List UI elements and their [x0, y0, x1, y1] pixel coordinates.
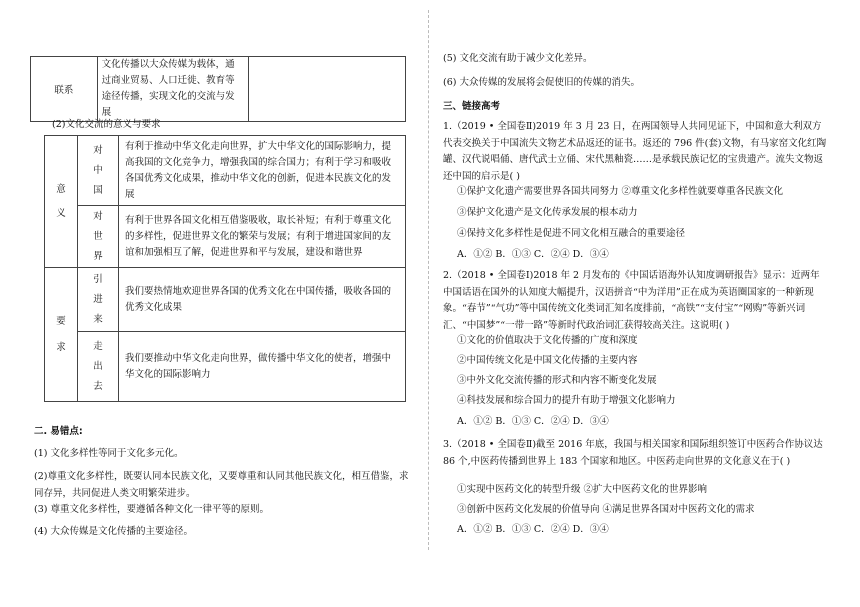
section2-item-1: (1) 文化多样性等同于文化多元化。 [34, 448, 184, 459]
q1-option-2: ③保护文化遗产是文化传承发展的根本动力 [457, 207, 638, 218]
meaning-china-text: 有利于推动中华文化走向世界，扩大中华文化的国际影响力，提高我国的文化竞争力，增强我国的综合国力；有利于学习和吸收各国优秀文化成果，推动中华文化的创新，促进本民族文化的发展 [119, 136, 406, 206]
subheading: (2)文化交流的意义与要求 [52, 119, 161, 130]
meaning-world-text: 有利于世界各国文化相互借鉴吸收，取长补短；有利于尊重文化的多样性，促进世界文化的繁荣与发展；有利于增进国家间的友谊和加强相互了解，促进世界和平与发展，建设和谐世界 [119, 206, 406, 268]
q3-answers: A．①② B．①③ C．②④ D．③④ [457, 524, 609, 535]
section2-title: 二. 易错点: [34, 426, 83, 437]
sub-label-china: 对中国 [78, 136, 119, 206]
sub-label-world: 对世界 [78, 206, 119, 268]
q2-option-4: ④科技发展和综合国力的提升有助于增强文化影响力 [457, 395, 676, 406]
q3-stem: 3.（2018 • 全国卷Ⅱ)截至 2016 年底，我国与相关国家和国际组织签订中医药合作协议达 86 个,中医药传播到世界上 183 个国家和地区。中医药走向世界的文化意义在于( ) [443, 439, 823, 467]
empty-cell [248, 57, 405, 122]
q2-option-2: ②中国传统文化是中国文化传播的主要内容 [457, 355, 638, 366]
q2-answers: A．①② B．①③ C．②④ D．③④ [457, 416, 609, 427]
q2-stem: 2.（2018 • 全国卷Ⅰ)2018 年 2 月发布的《中国话语海外认知度调研报告》显示：近两年中国话语在国外的认知度大幅提升，汉语拼音“中为洋用”正在成为英语圈国家的一种新现象。“春节”“气功”等中国传统文化类词汇知名度排前，“高铁”“支付宝”“网购”等新兴词汇、“中国梦”“一带一路”等新时代政治词汇获得较高关注。这说明( ) [443, 270, 820, 331]
requirement-bring-in-text: 我们要热情地欢迎世界各国的优秀文化在中国传播，吸收各国的优秀文化成果 [119, 268, 406, 332]
right-item-6: (6) 大众传媒的发展将会促使旧的传媒的消失。 [443, 77, 640, 88]
q1-stem: 1.（2019 • 全国卷Ⅱ)2019 年 3 月 23 日，在两国领导人共同见证下，中国和意大利双方代表交换关于中国流失文物艺术品返还的证书。返还的 796 件(套)文物，有马家窑文化红陶罐、汉代说唱俑、唐代武士立俑、宋代黑釉瓷……是承载民族记忆的宝贵遗产。流失文物返还中国的启示是( ) [443, 121, 827, 182]
q1-answers: A．①② B．①③ C．②④ D．③④ [457, 249, 609, 260]
section2-item-2: (2)尊重文化多样性，既要认同本民族文化，又要尊重和认同其他民族文化，相互借鉴，求同存异，共同促进人类文明繁荣进步。 [34, 471, 409, 499]
q1-option-1: ①保护文化遗产需要世界各国共同努力 ②尊重文化多样性就要尊重各民族文化 [457, 186, 784, 197]
q3-option-2: ③创新中医药文化发展的价值导向 ④满足世界各国对中医药文化的需求 [457, 504, 755, 515]
section2-item-4: (4) 大众传媒是文化传播的主要途径。 [34, 526, 193, 537]
meaning-table [44, 135, 406, 402]
q2-option-1: ①文化的价值取决于文化传播的广度和深度 [457, 335, 638, 346]
right-item-5: (5) 文化交流有助于减少文化差异。 [443, 53, 593, 64]
column-divider [428, 10, 429, 550]
sub-label-go-out: 走出去 [78, 332, 119, 402]
connection-table [30, 56, 406, 122]
requirement-label: 要求 [45, 268, 78, 402]
connection-label: 联系 [31, 57, 98, 122]
meaning-label: 意义 [45, 136, 78, 268]
requirement-go-out-text: 我们要推动中华文化走向世界，做传播中华文化的使者，增强中华文化的国际影响力 [119, 332, 406, 402]
section2-item-3: (3) 尊重文化多样性，要遵循各种文化一律平等的原则。 [34, 504, 269, 515]
q3-option-1: ①实现中医药文化的转型升级 ②扩大中医药文化的世界影响 [457, 484, 708, 495]
q1-option-3: ④保持文化多样性是促进不同文化相互融合的重要途径 [457, 228, 686, 239]
section3-title: 三、链接高考 [443, 101, 501, 112]
connection-content: 文化传播以大众传媒为载体，通过商业贸易、人口迁徙、教育等途径传播，实现文化的交流与发展 [97, 57, 248, 122]
q2-option-3: ③中外文化交流传播的形式和内容不断变化发展 [457, 375, 657, 386]
sub-label-bring-in: 引进来 [78, 268, 119, 332]
